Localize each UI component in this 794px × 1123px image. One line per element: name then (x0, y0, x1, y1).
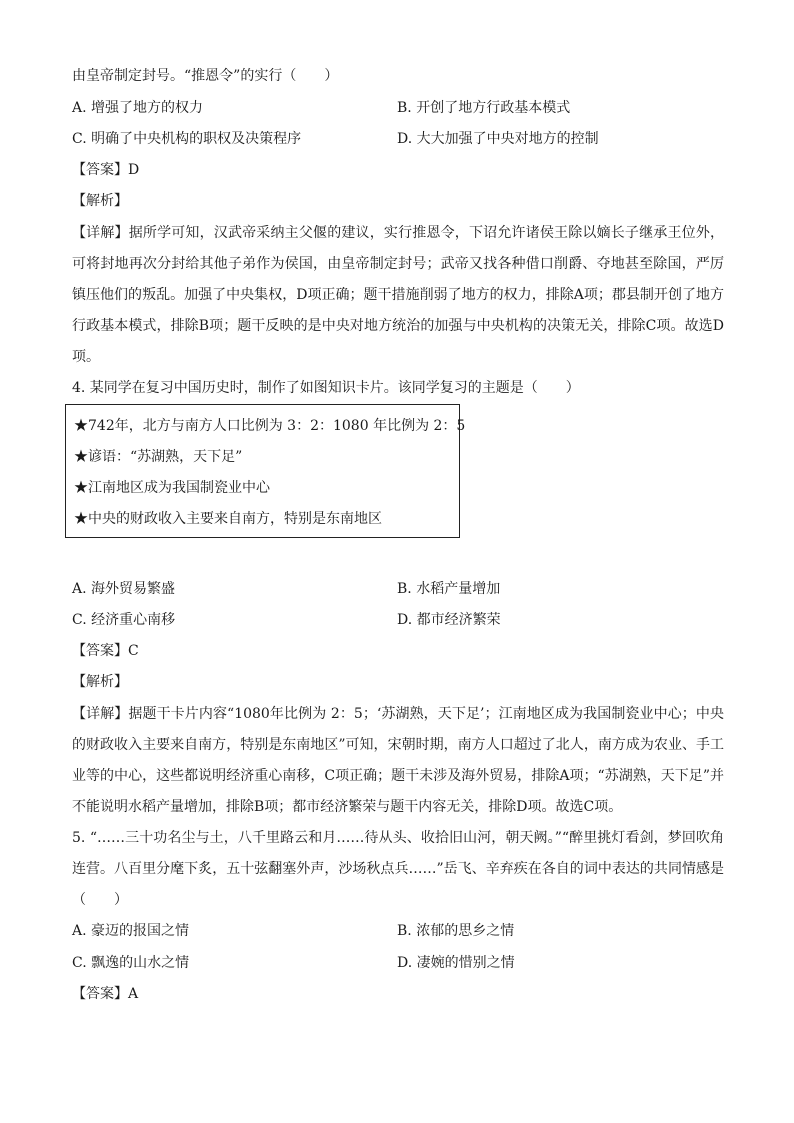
card-item: ★谚语：“苏湖熟，天下足” (74, 449, 243, 465)
q4-stem: 4. 某同学在复习中国历史时，制作了如图知识卡片。该同学复习的主题是（ ） (72, 380, 580, 396)
q3-detail: 【详解】据所学可知，汉武帝采纳主父偃的建议，实行推恩令，下诏允许诸侯王除以嫡长子继承王位外，可将封地再次分封给其他子弟作为侯国，由皇帝制定封号；武帝又找各种借口削爵、夺地甚至除国，严厉镇压他们的叛乱。加强了中央集权，D项正确；题干措施削弱了地方的权力，排除A项；郡县制开创了地方行政基本模式，排除B项；题干反映的是中央对地方统治的加强与中央机构的决策无关，排除C项。故选D项。 (72, 225, 724, 365)
q3-answer: 【答案】D (72, 162, 140, 178)
q4-analysis-label: 【解析】 (72, 674, 128, 690)
q4-option-c: C. 经济重心南移 (72, 612, 176, 628)
q3-stem: 由皇帝制定封号。“推恩令”的实行（ ） (72, 68, 339, 84)
q3-option-a: A. 增强了地方的权力 (72, 100, 204, 116)
q5-stem: 5. “……三十功名尘与土，八千里路云和月……待从头、收拾旧山河，朝天阙。”“醉里挑灯看剑，梦回吹角连营。八百里分麾下炙，五十弦翻塞外声，沙场秋点兵……”岳飞、辛弃疾在各自的词中表达的共同情感是（ ） (72, 830, 724, 908)
q4-option-b: B. 水稻产量增加 (397, 581, 501, 597)
q3-analysis-label: 【解析】 (72, 193, 128, 209)
q3-option-c: C. 明确了中央机构的职权及决策程序 (72, 131, 302, 147)
q4-option-d: D. 都市经济繁荣 (397, 612, 501, 628)
card-item: ★江南地区成为我国制瓷业中心 (74, 480, 270, 496)
q3-option-b: B. 开创了地方行政基本模式 (397, 100, 571, 116)
q5-option-a: A. 豪迈的报国之情 (72, 923, 190, 939)
q4-detail: 【详解】据题干卡片内容“1080年比例为 2：5；‘苏湖熟，天下足’；江南地区成为我国制瓷业中心；中央的财政收入主要来自南方，特别是东南地区”可知，宋朝时期，南方人口超过了北人，南方成为农业、手工业等的中心，这些都说明经济重心南移，C项正确；题干未涉及海外贸易，排除A项；“苏湖熟，天下足”并不能说明水稻产量增加，排除B项；都市经济繁荣与题干内容无关，排除D项。故选C项。 (72, 706, 724, 815)
q4-answer: 【答案】C (72, 643, 139, 659)
q5-option-c: C. 飘逸的山水之情 (72, 955, 190, 971)
card-item: ★742年，北方与南方人口比例为 3：2：1080 年比例为 2：5 (74, 418, 466, 434)
q4-option-a: A. 海外贸易繁盛 (72, 581, 176, 597)
q5-option-d: D. 凄婉的惜别之情 (397, 955, 515, 971)
card-item: ★中央的财政收入主要来自南方，特别是东南地区 (74, 511, 382, 527)
knowledge-card (65, 404, 466, 538)
q3-option-d: D. 大大加强了中央对地方的控制 (397, 131, 599, 147)
q5-option-b: B. 浓郁的思乡之情 (397, 923, 515, 939)
q5-answer: 【答案】A (72, 986, 139, 1002)
